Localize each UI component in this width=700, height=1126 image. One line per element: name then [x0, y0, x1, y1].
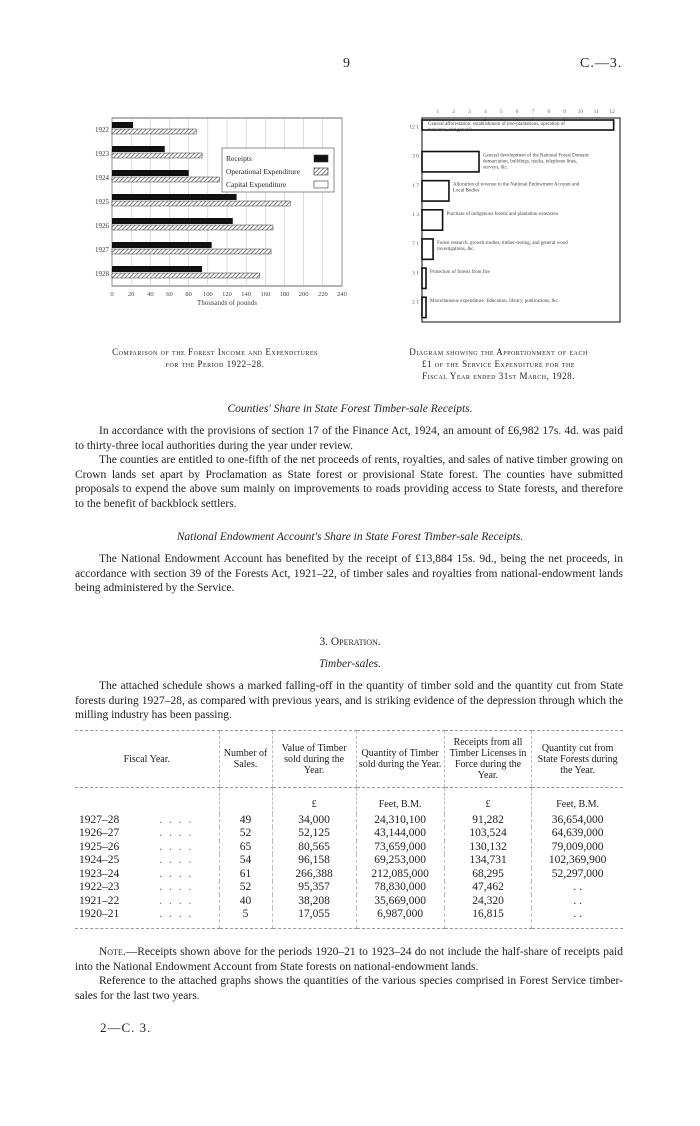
- fiscal-year: 1920–21: [79, 908, 120, 920]
- tick-label: 140: [241, 291, 252, 298]
- table-cell: 52,125: [272, 827, 356, 841]
- tick-label: 0: [110, 291, 114, 298]
- units-cell: [219, 788, 272, 814]
- x-axis-label: Thousands of pounds: [197, 299, 257, 307]
- scale-label: 11: [593, 109, 599, 115]
- table-cell: 79,009,000: [532, 841, 623, 855]
- table-row: [75, 841, 623, 855]
- operational-bar: [112, 273, 260, 278]
- footer-reference: 2—C. 3.: [100, 1020, 152, 1035]
- table-cell: 69,253,000: [356, 854, 444, 868]
- tick-label: 180: [279, 291, 290, 298]
- table-cell: 78,830,000: [356, 881, 444, 895]
- diagram-caption-line3: Fiscal Year ended 31st March, 1928.: [422, 371, 575, 381]
- receipts-bar: [112, 218, 233, 224]
- timber-sales-heading: Timber-sales.: [318, 658, 382, 670]
- tick-label: 20: [127, 291, 135, 298]
- leader-dots: . . . .: [159, 813, 194, 826]
- table-cell: 35,669,000: [356, 895, 444, 909]
- table-row: [75, 827, 623, 841]
- tick-label: 40: [147, 291, 154, 298]
- tick-label: 200: [298, 291, 309, 298]
- legend-label: Capital Expenditure: [226, 180, 287, 189]
- operation-section-heading: 3. Operation.: [319, 636, 381, 648]
- legend-swatch: [314, 168, 328, 175]
- header-receipts: Receipts from all Timber Licenses in Force during the Year.: [444, 731, 532, 788]
- amount-label: 1 3: [412, 212, 419, 218]
- bar-chart-svg: [76, 110, 356, 320]
- table-cell: 40: [219, 895, 272, 909]
- table-cell: 212,085,000: [356, 868, 444, 882]
- page-reference: C.—3.: [580, 56, 623, 71]
- counties-heading: Counties' Share in State Forest Timber-sale Receipts.: [227, 403, 473, 415]
- fiscal-year: 1924–25: [79, 854, 120, 866]
- header-fiscal-year: Fiscal Year.: [75, 731, 219, 788]
- table-cell: 266,388: [272, 868, 356, 882]
- table-cell: 102,369,900: [532, 854, 623, 868]
- header-quantity-cut: Quantity cut from State Forests during the Year.: [532, 731, 623, 788]
- page-number: 9: [343, 56, 350, 71]
- units-cell: Feet, B.M.: [532, 788, 623, 814]
- table-cell: 95,357: [272, 881, 356, 895]
- fiscal-year-cell: [75, 827, 219, 841]
- counties-paragraph-1: In accordance with the provisions of section 17 of the Finance Act, 1924, an amount of £6,982 17s. 4d. was paid to thirty-three local authorities during the year under review.: [75, 425, 623, 452]
- scale-label: 1: [436, 109, 440, 115]
- amount-label: 7 1: [412, 241, 419, 248]
- scale-label: 10: [577, 109, 584, 115]
- table-cell: 47,462: [444, 881, 532, 895]
- table-cell: 24,310,100: [356, 814, 444, 828]
- table-row: [75, 895, 623, 909]
- table-cell: 73,659,000: [356, 841, 444, 855]
- tick-label: 100: [202, 291, 213, 298]
- amount-label: 3 1: [412, 270, 419, 277]
- header-number-of-sales: Number of Sales.: [219, 731, 272, 788]
- leader-dots: . . . .: [159, 908, 194, 920]
- tick-label: 160: [260, 291, 271, 298]
- apportionment-bar: [422, 268, 426, 288]
- diagram-frame: [422, 118, 620, 322]
- table-cell: 38,208: [272, 895, 356, 909]
- diagram-row-label: Purchase of indigenous forests and plantation extension: [446, 211, 558, 217]
- forest-income-bar-chart: [76, 110, 356, 320]
- operational-bar: [112, 153, 202, 158]
- timber-sales-table: [75, 730, 623, 929]
- amount-label: 2 1: [412, 299, 419, 306]
- category-label: 1925: [95, 198, 109, 206]
- table-cell: 61: [219, 868, 272, 882]
- diagram-row-label: nurseries, and general: [428, 128, 472, 133]
- diagram-svg: [398, 104, 634, 329]
- table-row: [75, 854, 623, 868]
- diagram-row-label: demarcation, buildings, tracks, telephone lines,: [483, 159, 578, 165]
- legend-label: Receipts: [226, 154, 252, 163]
- apportionment-bar: [422, 297, 426, 317]
- note-body: —Receipts shown above for the periods 1920–21 to 1923–24 do not include the half-share of receipts paid into the National Endowment Account from State forests on national-endowment lands.: [75, 946, 623, 973]
- fiscal-year-cell: [75, 841, 219, 855]
- leader-dots: . . . .: [159, 840, 194, 853]
- apportionment-bar: [422, 239, 433, 259]
- units-cell: £: [444, 788, 532, 814]
- diagram-row-label: surveys, &c.: [483, 165, 509, 171]
- fiscal-year-cell: [75, 895, 219, 909]
- note-text: [75, 945, 623, 1003]
- table-cell: 24,320: [444, 895, 532, 909]
- table-cell: 16,815: [444, 908, 532, 928]
- diagram-row-label: General afforestation: establishment of tree-plantations, operation of: [428, 122, 565, 127]
- units-cell: [75, 788, 219, 814]
- leader-dots: . . . .: [159, 867, 194, 880]
- table-cell: 54: [219, 854, 272, 868]
- legend-swatch: [314, 181, 328, 188]
- scale-label: 9: [563, 109, 566, 115]
- table-cell: 52,297,000: [532, 868, 623, 882]
- table-cell: 65: [219, 841, 272, 855]
- operational-bar: [112, 177, 219, 182]
- table-cell: 6,987,000: [356, 908, 444, 928]
- apportionment-bar: [422, 210, 443, 230]
- category-label: 1922: [95, 126, 109, 134]
- diagram-row-label: General development of the National Forest Domain:: [483, 153, 590, 159]
- diagram-row-label: Forest research, growth studies, timber-testing, and general wood: [437, 240, 568, 246]
- table-cell: 43,144,000: [356, 827, 444, 841]
- units-cell: Feet, B.M.: [356, 788, 444, 814]
- receipts-bar: [112, 266, 202, 272]
- scale-label: 12: [609, 109, 615, 115]
- category-label: 1923: [95, 150, 109, 158]
- counties-text: [75, 424, 623, 511]
- table-cell: 49: [219, 814, 272, 828]
- table-cell: 52: [219, 827, 272, 841]
- bar-chart-caption: [70, 346, 360, 370]
- table-cell: 68,295: [444, 868, 532, 882]
- receipts-bar: [112, 146, 165, 152]
- table-cell: . .: [532, 895, 623, 909]
- header-quantity-sold: Quantity of Timber sold during the Year.: [356, 731, 444, 788]
- table-cell: 91,282: [444, 814, 532, 828]
- table-cell: 130,132: [444, 841, 532, 855]
- operation-text: [75, 679, 623, 723]
- tick-label: 120: [222, 291, 232, 298]
- diagram-caption-line2: £1 of the Service Expenditure for the: [421, 359, 576, 369]
- scale-label: 3: [468, 109, 471, 115]
- operational-bar: [112, 201, 290, 206]
- category-label: 1927: [95, 246, 109, 254]
- table-row: [75, 881, 623, 895]
- diagram-row-label: Miscellaneous expenditure: Education, library, publications, &c.: [430, 299, 559, 305]
- note-label: Note.: [99, 946, 126, 958]
- fiscal-year-cell: [75, 868, 219, 882]
- scale-label: 4: [483, 109, 487, 115]
- bar-chart-caption-line2: for the Period 1922–28.: [165, 359, 265, 369]
- table-row: [75, 868, 623, 882]
- diagram-row-label: Allocation of revenue to the National Endowment Account and: [452, 182, 580, 188]
- category-label: 1924: [95, 174, 109, 182]
- table-cell: 96,158: [272, 854, 356, 868]
- table-cell: 34,000: [272, 814, 356, 828]
- table-units-row: [75, 788, 623, 814]
- table-cell: . .: [532, 908, 623, 928]
- diagram-row-label: Local Bodies: [452, 188, 480, 194]
- diagram-row-label: Protection of forests from fire: [430, 270, 490, 276]
- legend-swatch: [314, 155, 328, 162]
- receipts-bar: [112, 170, 189, 176]
- table-cell: 134,731: [444, 854, 532, 868]
- endowment-heading: National Endowment Account's Share in State Forest Timber-sale Receipts.: [176, 531, 524, 543]
- apportionment-diagram: [398, 104, 634, 329]
- diagram-caption: [356, 346, 641, 382]
- tick-label: 60: [166, 291, 173, 298]
- receipts-bar: [112, 194, 237, 200]
- scale-label: 6: [515, 109, 519, 115]
- counties-paragraph-2: The counties are entitled to one-fifth of the net proceeds of rents, royalties, and sales of native timber growing on Crown lands set apart by Proclamation as State forest or provisional State forest. The counties have submitted proposals to expend the above sum mainly on improvements to roads providing access to State forests, and therefore to the benefit of backblock settlers.: [75, 454, 623, 510]
- table-cell: 80,565: [272, 841, 356, 855]
- bar-chart-caption-line1: Comparison of the Forest Income and Expenditures: [112, 347, 318, 357]
- operational-bar: [112, 129, 196, 134]
- table-cell: 103,524: [444, 827, 532, 841]
- amount-label: 12 1: [409, 124, 419, 131]
- table-cell: 52: [219, 881, 272, 895]
- scale-label: 8: [547, 109, 551, 115]
- category-label: 1928: [95, 270, 109, 278]
- table-row: [75, 908, 623, 928]
- endowment-paragraph-1: The National Endowment Account has benefited by the receipt of £13,884 15s. 9d., being the net proceeds, in accordance with section 39 of the Forests Act, 1921–22, of timber sales and royalties from national-endowment lands being administered by the Service.: [75, 553, 623, 594]
- operation-paragraph-1: The attached schedule shows a marked falling-off in the quantity of timber sold and the quantity cut from State forests during 1927–28, as compared with previous years, and is striking evidence of the depression through which the milling industry has been passing.: [75, 680, 623, 721]
- leader-dots: . . . .: [159, 827, 194, 839]
- amount-label: 1 7: [412, 182, 419, 189]
- table-cell: 5: [219, 908, 272, 928]
- units-cell: £: [272, 788, 356, 814]
- leader-dots: . . . .: [159, 854, 194, 866]
- reference-paragraph: Reference to the attached graphs shows the quantities of the various species comprised in Forest Service timber-sales for the last two years.: [75, 975, 623, 1002]
- legend-label: Operational Expenditure: [226, 167, 300, 176]
- table-cell: . .: [532, 881, 623, 895]
- fiscal-year-cell: [75, 854, 219, 868]
- table-cell: 64,639,000: [532, 827, 623, 841]
- endowment-text: [75, 552, 623, 596]
- receipts-bar: [112, 122, 133, 128]
- diagram-caption-line1: Diagram showing the Apportionment of each: [409, 347, 588, 357]
- leader-dots: . . . .: [159, 894, 194, 907]
- scale-label: 5: [499, 109, 503, 115]
- tick-label: 240: [337, 291, 347, 298]
- table-cell: 36,654,000: [532, 814, 623, 828]
- fiscal-year: 1926–27: [79, 827, 120, 839]
- fiscal-year: 1921–22: [79, 894, 120, 907]
- table-row: [75, 814, 623, 828]
- tick-label: 220: [317, 291, 328, 298]
- amount-label: 3 6: [412, 153, 419, 160]
- table-cell: 17,055: [272, 908, 356, 928]
- fiscal-year: 1922–23: [79, 881, 120, 893]
- category-label: 1926: [95, 222, 109, 230]
- tick-label: 80: [185, 291, 192, 298]
- apportionment-bar: [422, 181, 449, 201]
- apportionment-bar: [422, 152, 479, 172]
- header-value-of-timber: Value of Timber sold during the Year.: [272, 731, 356, 788]
- scale-label: 2: [452, 109, 456, 115]
- receipts-bar: [112, 242, 212, 248]
- operational-bar: [112, 225, 273, 230]
- fiscal-year: 1923–24: [79, 867, 120, 880]
- table-header-row: [75, 731, 623, 788]
- diagram-row-label: investigations, &c.: [437, 246, 475, 252]
- leader-dots: . . . .: [159, 881, 194, 893]
- fiscal-year: 1925–26: [79, 840, 120, 853]
- fiscal-year: 1927–28: [79, 813, 120, 826]
- operational-bar: [112, 249, 271, 254]
- fiscal-year-cell: [75, 881, 219, 895]
- fiscal-year-cell: [75, 814, 219, 828]
- fiscal-year-cell: [75, 908, 219, 928]
- scale-label: 7: [531, 109, 535, 115]
